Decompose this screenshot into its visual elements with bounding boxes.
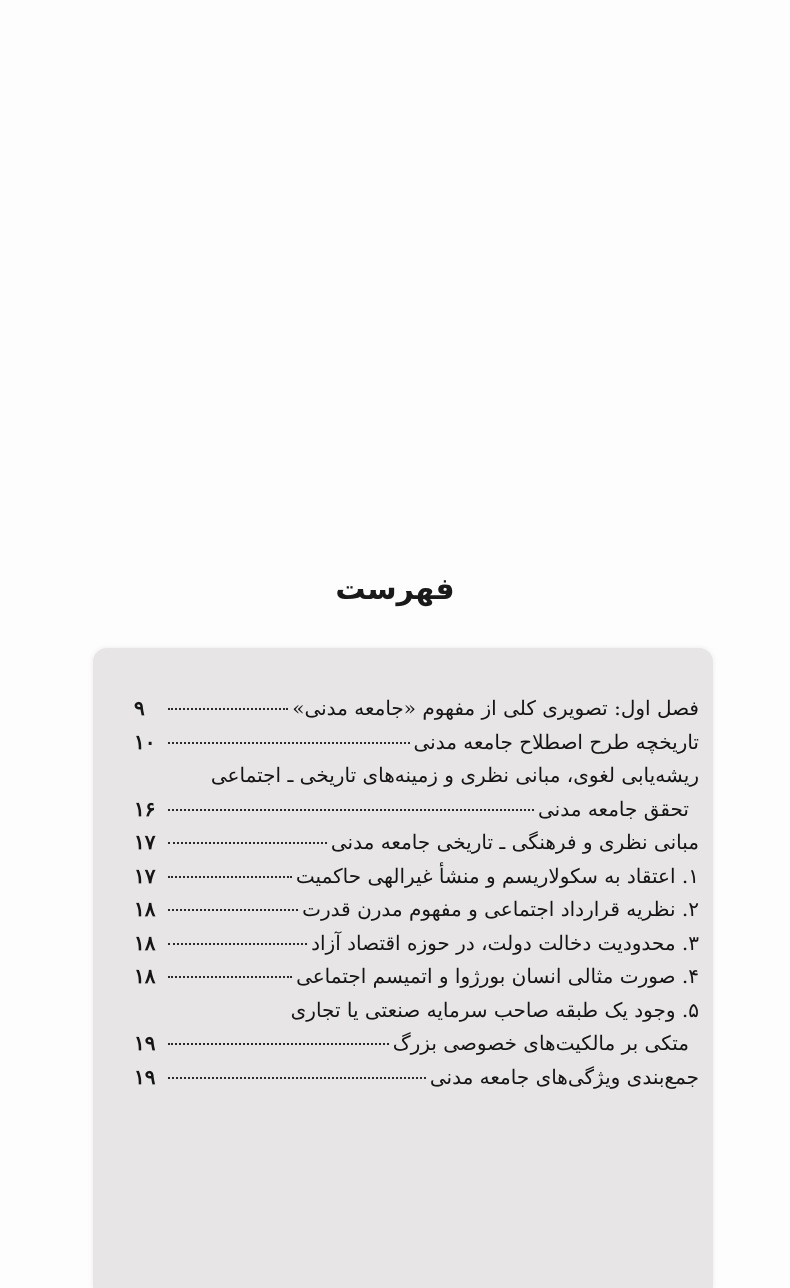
toc-entry-title: ۵. وجود یک طبقه صاحب سرمایه صنعتی یا تجاری	[290, 997, 699, 1022]
toc-entry-title: ۱. اعتقاد به سکولاریسم و منشأ غیرالهی حاکمیت	[295, 863, 699, 888]
toc-entry-title: فصل اول: تصویری کلی از مفهوم «جامعه مدنی»	[292, 696, 699, 720]
toc-page-number: ۱۸	[134, 964, 156, 988]
toc-entry-title: ریشه‌یابی لغوی، مبانی نظری و زمینه‌های تاریخی ـ اجتماعی	[210, 763, 699, 787]
toc-entry[interactable]	[134, 893, 699, 927]
page-title: فهرست	[335, 572, 455, 607]
toc-entry-title: متکی بر مالکیت‌های خصوصی بزرگ	[392, 1031, 689, 1055]
toc-entry[interactable]	[134, 726, 699, 760]
toc-entry-title: ۴. صورت مثالی انسان بورژوا و اتمیسم اجتماعی	[296, 964, 699, 988]
toc-page-number: ۱۹	[134, 1064, 156, 1089]
toc-page-number: ۱۹	[134, 1031, 156, 1055]
toc-page-number: ۱۷	[134, 863, 156, 888]
toc-entry[interactable]	[134, 994, 699, 1061]
toc-entry[interactable]	[134, 1061, 699, 1095]
toc-page-number: ۱۰	[134, 729, 156, 754]
toc-entry-title: جمع‌بندی ویژگی‌های جامعه مدنی	[429, 1064, 699, 1089]
toc-entry-title: مبانی نظری و فرهنگی ـ تاریخی جامعه مدنی	[330, 830, 699, 854]
toc-list	[134, 692, 699, 1094]
dot-leader	[168, 742, 410, 744]
toc-page-number: ۱۷	[134, 830, 156, 854]
toc-page-number: ۱۶	[134, 796, 156, 821]
toc-entry[interactable]	[134, 826, 699, 860]
toc-entry[interactable]	[134, 692, 699, 726]
table-of-contents	[93, 648, 713, 1288]
dot-leader	[168, 1043, 389, 1045]
dot-leader	[168, 1077, 426, 1079]
toc-entry-title: ۳. محدودیت دخالت دولت، در حوزه اقتصاد آزاد	[311, 930, 699, 955]
toc-page-number: ۱۸	[134, 897, 156, 921]
toc-entry[interactable]	[134, 927, 699, 961]
toc-entry[interactable]	[134, 759, 699, 826]
toc-entry-title: تاریخچه طرح اصطلاح جامعه مدنی	[413, 729, 699, 754]
dot-leader	[168, 809, 534, 811]
toc-entry[interactable]	[134, 960, 699, 994]
toc-entry-title: ۲. نظریه قرارداد اجتماعی و مفهوم مدرن قدرت	[302, 897, 699, 921]
dot-leader	[168, 976, 292, 978]
toc-entry[interactable]	[134, 860, 699, 894]
toc-page-number: ۹	[134, 696, 145, 720]
toc-entry-title: تحقق جامعه مدنی	[538, 796, 689, 821]
dot-leader	[168, 876, 292, 878]
dot-leader	[168, 943, 307, 945]
dot-leader	[168, 842, 327, 844]
toc-page-number: ۱۸	[134, 930, 156, 955]
dot-leader	[168, 909, 298, 911]
dot-leader	[168, 708, 288, 710]
